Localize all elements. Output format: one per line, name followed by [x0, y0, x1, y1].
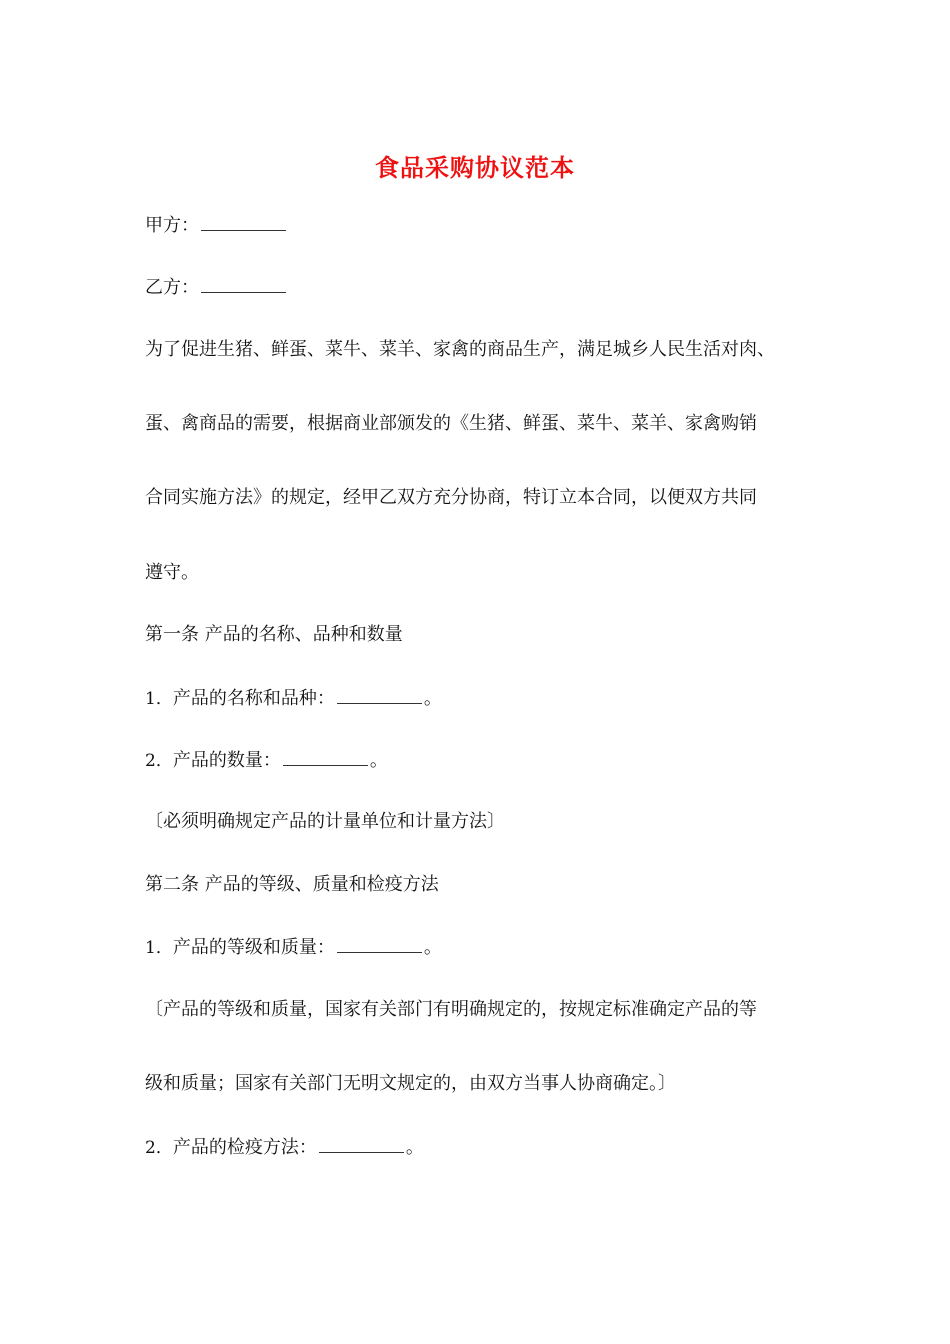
item-label: 产品的等级和质量：: [172, 937, 335, 958]
article-1-item-2: [145, 747, 815, 773]
item-label: 产品的检疫方法：: [172, 1137, 317, 1158]
period: 。: [369, 750, 388, 771]
article-2-item-1: [145, 934, 815, 960]
party-a-label: 甲方：: [145, 215, 199, 236]
party-a-blank: [201, 212, 286, 231]
fill-blank: [337, 934, 422, 953]
article-2-note-line: 〔产品的等级和质量，国家有关部门有明确规定的，按规定标准确定产品的等: [145, 999, 757, 1020]
party-b-blank: [201, 274, 286, 293]
period: 。: [423, 937, 442, 958]
article-2-heading: 第二条 产品的等级、质量和检疫方法: [145, 874, 439, 895]
preamble-line: 合同实施方法》的规定，经甲乙双方充分协商，特订立本合同，以便双方共同: [145, 487, 757, 508]
party-b-line: [145, 274, 815, 300]
article-1-item-1: [145, 685, 815, 711]
item-number: 1．: [145, 938, 173, 958]
article-1-note: 〔必须明确规定产品的计量单位和计量方法〕: [145, 811, 505, 832]
item-number: 2．: [145, 1138, 173, 1158]
party-b-label: 乙方：: [145, 277, 199, 298]
item-number: 1．: [145, 689, 173, 709]
item-label: 产品的数量：: [172, 750, 281, 771]
article-2-note-line: 级和质量；国家有关部门无明文规定的，由双方当事人协商确定。〕: [145, 1073, 676, 1094]
preamble-line: 为了促进生猪、鲜蛋、菜牛、菜羊、家禽的商品生产，满足城乡人民生活对肉、: [145, 339, 775, 360]
period: 。: [405, 1137, 424, 1158]
preamble-line: 蛋、禽商品的需要，根据商业部颁发的《生猪、鲜蛋、菜牛、菜羊、家禽购销: [145, 413, 757, 434]
fill-blank: [319, 1134, 404, 1153]
fill-blank: [283, 747, 368, 766]
fill-blank: [337, 685, 422, 704]
item-label: 产品的名称和品种：: [172, 688, 335, 709]
article-2-item-2: [145, 1134, 815, 1160]
article-1-heading: 第一条 产品的名称、品种和数量: [145, 624, 403, 645]
period: 。: [423, 688, 442, 709]
document-title: 食品采购协议范本: [375, 153, 575, 182]
party-a-line: [145, 212, 815, 238]
item-number: 2．: [145, 751, 173, 771]
preamble-line: 遵守。: [145, 562, 199, 583]
